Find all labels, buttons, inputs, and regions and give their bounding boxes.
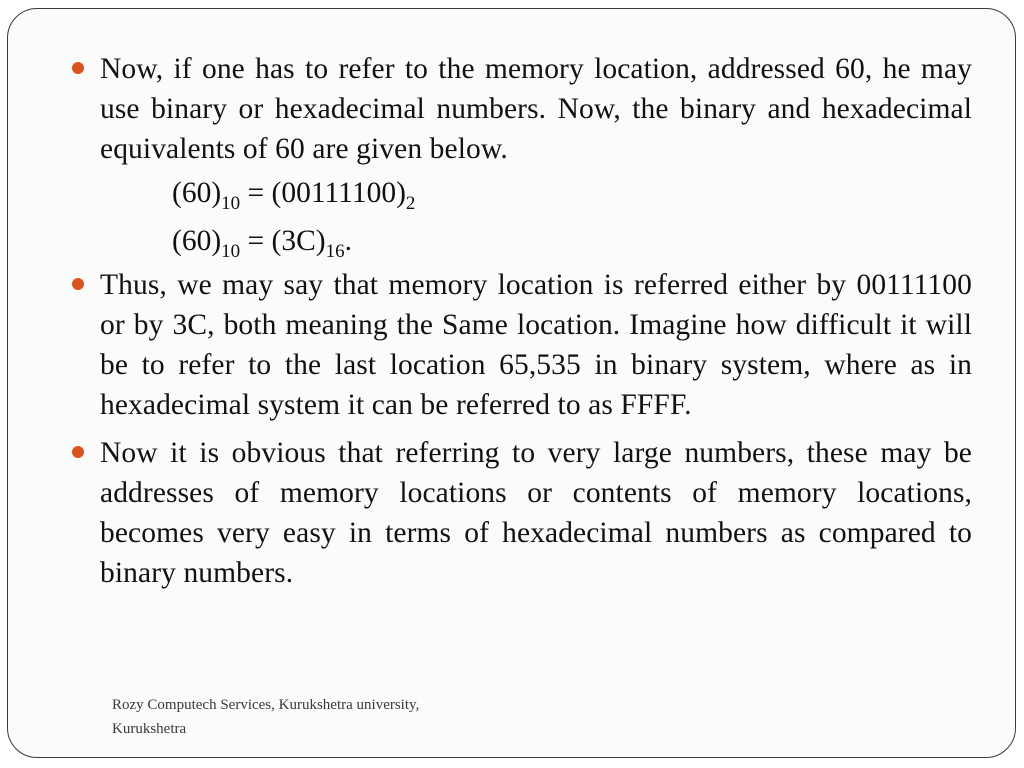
slide-frame xyxy=(7,8,1016,758)
formula-rhs: (3C) xyxy=(271,225,326,257)
bullet-text: Thus, we may say that memory location is referred either by 00111100 or by 3C, both meaning the Same location. Imagine how difficult it will be to refer to the last location 65,535 in binary system, where as in hexadecimal system it can be referred to as FFFF. xyxy=(100,269,972,421)
slide-footer xyxy=(112,693,419,741)
bullet-item xyxy=(100,433,972,593)
formula-equals: = xyxy=(240,177,272,209)
formula-lhs: (60) xyxy=(172,225,222,257)
bullet-dot-icon xyxy=(72,62,84,74)
slide-content xyxy=(100,49,972,593)
formula-rhs: (00111100) xyxy=(271,177,406,209)
formula-rhs-base: 2 xyxy=(405,193,416,214)
formula-line xyxy=(100,217,972,265)
footer-line: Rozy Computech Services, Kurukshetra university, xyxy=(112,697,420,713)
formula-lhs-base: 10 xyxy=(221,193,241,214)
formula-line xyxy=(100,169,972,217)
bullet-text: Now it is obvious that referring to very large numbers, these may be addresses of memory locations or contents of memory locations, becomes very easy in terms of hexadecimal numbers as compared to binary numbers. xyxy=(100,437,972,589)
bullet-text: Now, if one has to refer to the memory location, addressed 60, he may use binary or hexadecimal numbers. Now, the binary and hexadecimal equivalents of 60 are given below. xyxy=(100,53,972,165)
formula-equals: = xyxy=(240,225,272,257)
formula-lhs-base: 10 xyxy=(221,241,241,262)
bullet-item xyxy=(100,49,972,169)
formula-lhs: (60) xyxy=(172,177,222,209)
bullet-dot-icon xyxy=(72,446,84,458)
formula-tail: . xyxy=(344,225,352,257)
bullet-item xyxy=(100,265,972,425)
formula-rhs-base: 16 xyxy=(325,241,345,262)
bullet-dot-icon xyxy=(72,278,84,290)
footer-line: Kurukshetra xyxy=(112,721,187,737)
